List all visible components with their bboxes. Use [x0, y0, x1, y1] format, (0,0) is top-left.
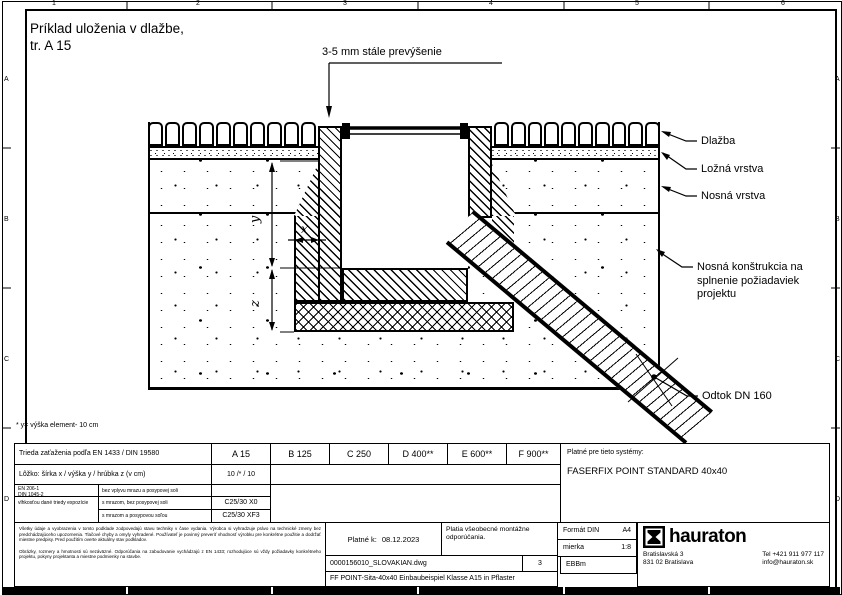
ruler-letter: B	[4, 216, 9, 223]
ruler-number: 5	[635, 0, 639, 7]
bedding-a15-value-text: 10 /* / 10	[226, 470, 256, 478]
valid-date: 08.12.2023	[381, 534, 420, 544]
company-address-2: 831 02 Bratislava	[643, 559, 694, 566]
scale-value: 1:8	[621, 544, 631, 551]
note-text: Platia všeobecné montážne odporúčania.	[446, 526, 530, 541]
title-line-2: tr. A 15	[30, 38, 72, 53]
page-cell	[522, 555, 558, 572]
valid-label: Platné k:	[347, 534, 377, 544]
disclaimer-box	[14, 522, 326, 587]
cond-value-2	[211, 496, 271, 510]
description-cell	[325, 571, 558, 587]
label-nosna-vrstva: Nosná vrstva	[701, 190, 766, 202]
systems-value: FASERFIX POINT STANDARD 40x40	[567, 466, 728, 477]
disclaimer-paragraph-1: Všetky údaje a vyobrazenia v tomto podklade zodpovedajú stavu techniky v čase vydania. Výrobca si vyhradzuje právo na technické zmeny bez predchádzajúceho upozornenia. Tlačové chyby a omyly vyhradené. Používateľ je povinný preveriť vhodnosť výrobku pre konkrétne použitie a dodržať miestne predpisy. Pred použitím overte aktuálny stav podkladov.	[19, 526, 321, 542]
class-f900-text: F 900**	[518, 449, 549, 459]
dim-label-z: z	[247, 300, 263, 307]
label-odtok: Odtok DN 160	[702, 390, 772, 402]
title-line-1: Príklad uloženia v dlažbe,	[30, 21, 184, 36]
ruler-number: 2	[196, 0, 200, 7]
norm-din: DIN 1045-2	[18, 492, 44, 497]
page-number: 3	[538, 559, 542, 567]
bedding-a15-value	[211, 464, 271, 485]
cond-row-2	[98, 496, 212, 510]
format-value: A4	[622, 527, 631, 534]
ruler-letter: B	[835, 216, 840, 223]
cond-value-3	[211, 509, 271, 523]
bedding-row-label-text: Lôžko: šírka x / výška y / hrúbka z (v cm)	[19, 470, 146, 478]
ruler-number: 1	[52, 0, 56, 7]
class-e600-text: E 600**	[461, 449, 493, 459]
cond-row-3	[98, 509, 212, 523]
class-d400	[388, 443, 448, 465]
ruler-number: 4	[489, 0, 493, 7]
bedding-empty	[270, 464, 561, 485]
hauraton-logo-icon	[643, 526, 665, 548]
filename-cell	[325, 555, 523, 572]
class-a15	[211, 443, 271, 465]
author-code-cell	[560, 556, 637, 574]
bottom-ruler-bar	[2, 587, 840, 594]
cond-row-1-text: bez vplyvu mrazu a posypovej soli	[102, 487, 178, 494]
cond-value-2-text: C25/30 X0	[224, 499, 258, 506]
filename-text: 0000156010_SLOVAKIAN.dwg	[330, 559, 427, 567]
systems-box	[560, 443, 830, 523]
description-text: FF POINT-Sita-40x40 Einbaubeispiel Klasse A15 in Pflaster	[330, 575, 515, 582]
class-c250	[329, 443, 389, 465]
cond-row-3-text: s mrazom a posypovou soľou	[102, 513, 168, 519]
annotation-overhang: 3-5 mm stále prevýšenie	[322, 46, 442, 58]
label-lozna-vrstva: Ložná vrstva	[701, 163, 764, 175]
class-b125	[270, 443, 330, 465]
disclaimer-paragraph-2: Obrázky, rozmery a hmotnosti sú nezáväzné. Odporúčania na zabudovanie vychádzajú z EN 1433; rozhodujúce sú vždy požiadavky konkrétneho projektu, pokyny projektanta a miestne podmienky na stavbe.	[19, 548, 321, 559]
label-konstrukcia: Nosná konštrukcia na splnenie požiadaviek projektu	[697, 261, 803, 300]
cond-row-2-text: s mrazom, bez posypovej soli	[102, 500, 168, 506]
ruler-letter: A	[835, 76, 840, 83]
company-block	[637, 522, 830, 587]
dim-label-x: x	[301, 222, 308, 236]
scale-label: mierka	[563, 544, 585, 551]
page-title	[30, 20, 184, 54]
company-phone: Tel +421 911 977 117	[762, 551, 824, 558]
class-f900	[506, 443, 561, 465]
exposure-cell	[14, 496, 99, 523]
class-b125-text: B 125	[288, 449, 312, 459]
ruler-letter: C	[835, 356, 841, 363]
load-class-row-label-text: Trieda zaťaženia podľa EN 1433 / DIN 19580	[19, 450, 160, 457]
norm-en: EN 206-1	[18, 486, 40, 492]
ruler-letter: A	[4, 76, 9, 83]
scale-cell	[557, 539, 637, 557]
ruler-letter: D	[835, 496, 841, 503]
company-address-1: Bratislavská 3	[643, 551, 684, 558]
class-d400-text: D 400**	[402, 449, 434, 459]
company-email: info@hauraton.sk	[762, 559, 814, 566]
company-name: hauraton	[669, 526, 747, 547]
ruler-letter: D	[4, 496, 10, 503]
ruler-number: 3	[343, 0, 347, 7]
ruler-letter: C	[4, 356, 10, 363]
note-cell	[441, 522, 558, 556]
class-e600	[447, 443, 507, 465]
class-a15-text: A 15	[231, 449, 251, 459]
footnote: * y= výška element- 10 cm	[16, 422, 99, 429]
dim-label-y: y	[248, 215, 264, 224]
format-cell	[557, 522, 637, 540]
label-dlazba: Dlažba	[701, 135, 736, 147]
cond-empty	[270, 484, 561, 523]
bedding-row-label	[14, 464, 212, 485]
class-c250-text: C 250	[346, 449, 372, 459]
systems-label: Platné pre tieto systémy:	[567, 449, 644, 456]
cond-value-3-text: C25/30 XF3	[222, 512, 260, 519]
ruler-number: 6	[781, 0, 785, 7]
valid-date-cell	[325, 522, 442, 556]
format-label: Formát DIN	[563, 527, 600, 534]
load-class-row-label	[14, 443, 212, 465]
exposure-text: vlhkosťou dané triedy expozície	[18, 500, 89, 506]
author-code: EBBm	[566, 561, 586, 568]
